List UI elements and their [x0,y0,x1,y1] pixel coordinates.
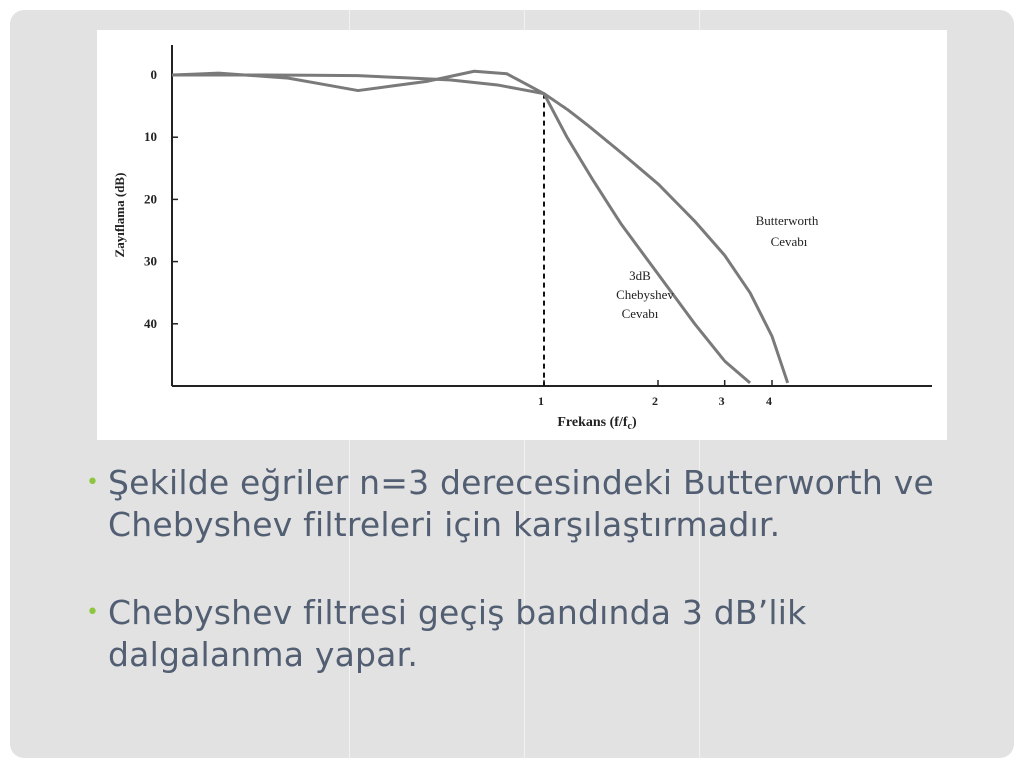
filter-response-chart [97,30,947,440]
bullet-text: Chebyshev filtresi geçiş bandında 3 dB’lik dalgalanma yapar. [108,593,807,674]
chebyshev-annotation: 3dB [629,268,651,283]
bullet-list [80,462,980,722]
bullet-marker: • [86,600,100,625]
chebyshev-curve [172,71,750,383]
y-tick-label: 40 [144,315,157,331]
butterworth-annotation: Butterworth [755,213,819,228]
chebyshev-annotation: Cevabı [621,306,659,321]
x-tick-label: 2 [652,394,658,408]
chart-svg [97,30,947,440]
x-tick-label: 1 [538,394,544,408]
x-axis-label: Frekans $(f/f_c)$ [557,415,637,432]
y-tick-label: 0 [150,67,157,82]
bullet-item [80,462,980,546]
x-tick-label: 4 [766,394,772,408]
butterworth-curve [172,75,788,383]
chebyshev-annotation: Chebyshev [616,287,674,302]
x-tick-label: 3 [718,394,725,408]
bullet-text: Şekilde eğriler n=3 derecesindeki Butterworth ve Chebyshev filtreleri için karşılaştırmadır. [108,463,934,544]
y-tick-label: 10 [144,129,157,145]
y-tick-label: 20 [144,191,157,207]
bullet-item [80,592,980,676]
slide [10,10,1014,758]
y-axis-label: Zayıflama (dB) [112,172,127,258]
butterworth-annotation: Cevabı [770,234,808,249]
y-tick-label: 30 [144,253,157,269]
bullet-marker: • [86,470,100,495]
